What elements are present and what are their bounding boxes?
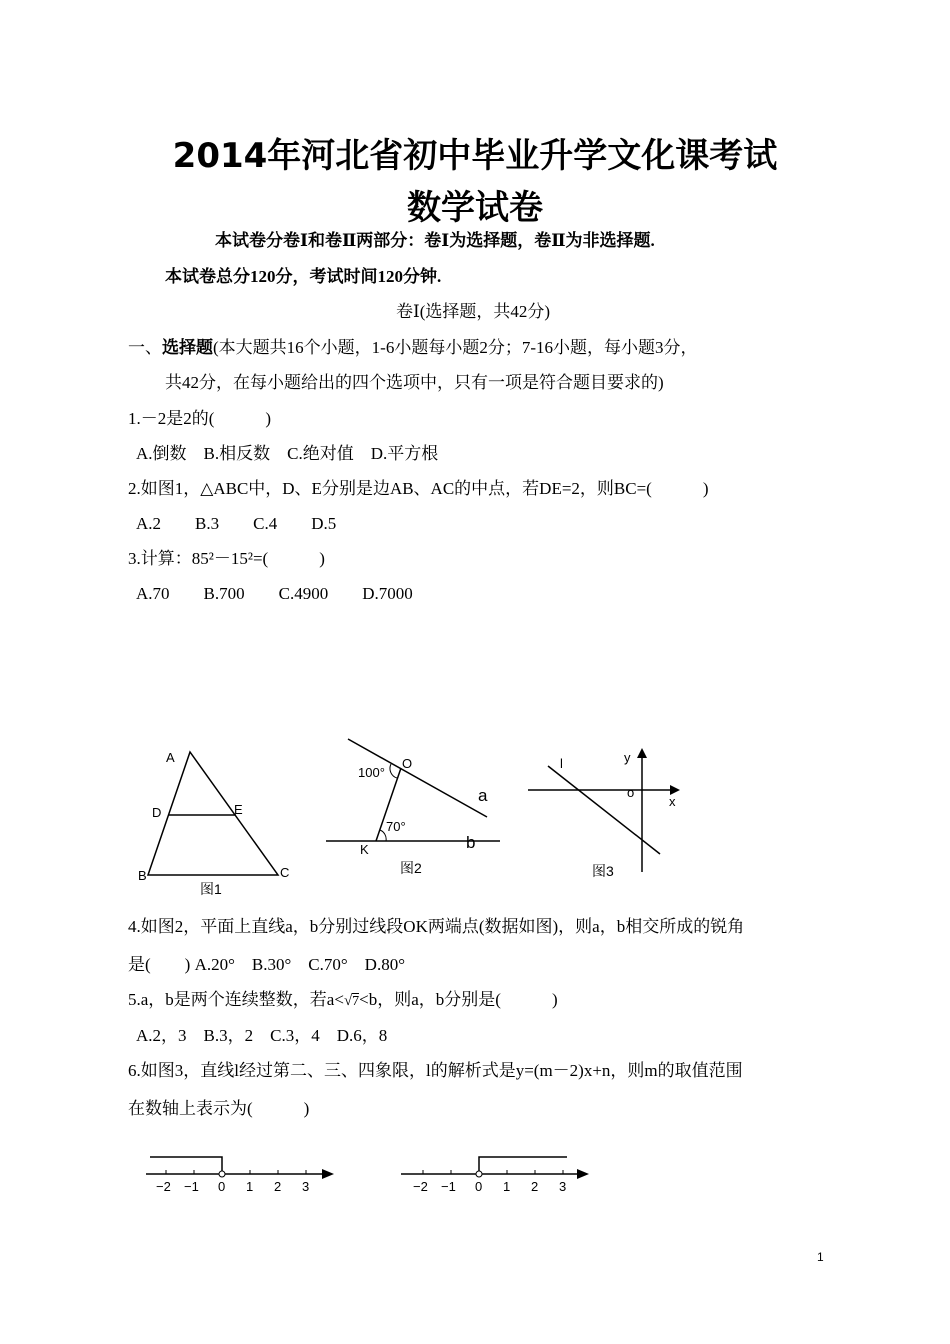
open-point [219,1171,225,1177]
question-6-line-1: 6.如图3，直线l经过第二、三、四象限，l的解析式是y=(m－2)x+n，则m的取值范围 [128,1061,743,1080]
label-e: E [234,802,243,817]
label-line-b: b [466,833,476,852]
figure-1-caption: 图1 [200,881,222,897]
part1-heading-line2: 共42分，在每小题给出的四个选项中，只有一项是符合题目要求的) [165,373,664,392]
sqrt-expression [344,990,359,1010]
label-line-a: a [478,786,488,805]
tick-label: 2 [274,1179,282,1194]
heading-bold: 选择题 [162,338,213,357]
figure-2-caption: 图2 [400,860,422,876]
title-line-2: 数学试卷 [407,188,543,228]
question-2-options: A.2 B.3 C.4 D.5 [136,514,337,533]
label-a: A [166,750,175,765]
question-1-options: A.倒数 B.相反数 C.绝对值 D.平方根 [136,444,439,463]
label-b: B [138,868,147,883]
question-5-options: A.2，3 B.3，2 C.3，4 D.6，8 [136,1026,388,1045]
label-l: l [560,756,563,771]
heading-rest: (本大题共16个小题，1-6小题每小题2分；7-16小题，每小题3分， [213,338,698,357]
tick-label: −2 [156,1179,171,1194]
radicand: 7 [352,994,360,1009]
tick-label: 3 [559,1179,567,1194]
question-6-line-2: 在数轴上表示为( ) [128,1099,310,1118]
figure-3-caption: 图3 [592,863,614,879]
radical-sign-icon: √ [343,993,353,1009]
triangle-abc [148,752,278,875]
part1-heading [128,333,697,358]
tick-label: −2 [413,1179,428,1194]
question-3-options: A.70 B.700 C.4900 D.7000 [136,584,413,603]
figure-2-lines [320,735,510,885]
tick-label: 2 [531,1179,539,1194]
open-point [476,1171,482,1177]
title-line-1: 2014年河北省初中毕业升学文化课考试 [172,136,778,176]
tick-label: 1 [503,1179,511,1194]
question-1: 1.－2是2的( ) [128,409,272,428]
number-line-option-1 [140,1150,340,1200]
label-c: C [280,865,290,880]
figure-3-axes [520,742,690,887]
section-title: 卷Ⅰ(选择题，共42分) [396,302,551,321]
label-d: D [152,805,162,820]
intro-line-1: 本试卷分卷Ⅰ和卷Ⅱ两部分：卷Ⅰ为选择题，卷Ⅱ为非选择题. [215,231,655,250]
tick-label: 0 [475,1179,483,1194]
figure-1-triangle [130,742,310,902]
label-k: K [360,842,369,857]
number-line-option-2 [395,1150,595,1200]
question-5-pre: 5.a，b是两个连续整数，若a< [128,990,344,1009]
question-5 [128,985,558,1010]
angle-100-label: 100° [358,765,385,780]
label-x: x [669,794,676,809]
range-bracket [479,1157,567,1174]
tick-label: 0 [218,1179,226,1194]
arrow-right-icon [577,1169,589,1179]
tick-label: 1 [246,1179,254,1194]
label-o: O [402,756,413,771]
question-3: 3.计算：85²－15²=( ) [128,549,325,568]
question-2: 2.如图1，△ABC中，D、E分别是边AB、AC的中点，若DE=2，则BC=( ) [128,479,709,498]
heading-prefix: 一、 [128,338,162,357]
line-l [548,766,660,854]
angle-70-label: 70° [386,819,406,834]
question-4-line-1: 4.如图2，平面上直线a，b分别过线段OK两端点(数据如图)，则a，b相交所成的锐角 [128,917,745,936]
label-y: y [624,750,631,765]
label-origin: o [627,785,635,800]
tick-label: 3 [302,1179,310,1194]
intro-line-2: 本试卷总分120分，考试时间120分钟. [165,267,442,286]
question-5-post: <b，则a，b分别是( ) [359,990,558,1009]
arrow-right-icon [322,1169,334,1179]
tick-label: −1 [441,1179,456,1194]
y-axis-arrow [637,748,647,758]
range-bracket [150,1157,222,1174]
question-4-line-2: 是( ) A.20° B.30° C.70° D.80° [128,955,405,974]
tick-label: −1 [184,1179,199,1194]
page-number: 1 [817,1250,824,1264]
